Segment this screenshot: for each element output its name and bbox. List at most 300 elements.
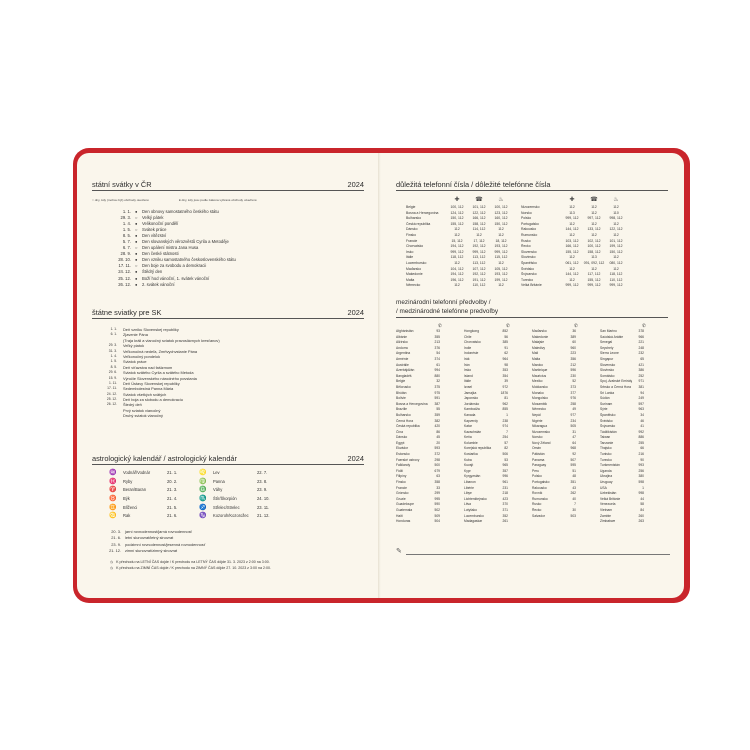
phone-number: 192, 112 [472,244,486,249]
country-name: Martinique [532,368,548,373]
country-name: Monako [532,390,544,395]
dial-code: 351 [570,480,576,485]
dial-code: 218 [502,491,508,496]
zodiac-date: 20. 2. [167,478,178,484]
country-name: Bhútán [396,390,407,395]
phone-number: 110, 112 [472,283,486,288]
holiday-name: Zjavenie Pána [123,332,148,338]
phone-number: 101, 112 [472,205,486,209]
cz-holiday-row [104,238,236,244]
country-name: Andorra [396,345,408,350]
dial-code: 507 [570,457,576,462]
holiday-marker: ● [135,232,138,238]
dial-code: 254 [502,435,508,440]
phone-number: 133, 112 [587,227,601,232]
country-name: Surinam [600,401,613,406]
dial-code: 500 [434,463,440,468]
holiday-date: 1. 4. [110,353,117,358]
holiday-date: 29. 6. [108,370,117,375]
dial-code: 1 [506,412,508,417]
phone-number: 115, 112 [494,255,508,260]
phone-number: 999, 112 [565,283,579,288]
zodiac-sign-icon: ♍ [199,478,207,485]
dial-code: 389 [570,334,576,339]
dial-code: 595 [570,463,576,468]
country-name: Uzbekistán [600,491,617,496]
dial-code: 43 [572,485,576,490]
zodiac-date: 21. 5. [167,504,178,510]
dial-code: 33 [436,485,440,490]
country-name: Slovensko [600,362,616,367]
dial-code: 852 [502,329,508,333]
cz-holidays-title: státní svátky v ČR [92,180,152,189]
dial-code: 32 [436,379,440,384]
dial-code: 505 [570,424,576,429]
dial-code: 679 [434,468,440,473]
country-name: Indie [464,345,472,350]
country-name: Nový Zéland [532,440,551,445]
clock-icon: ◷ [110,560,114,564]
holiday-name: Sviatok práce [123,359,147,365]
country-name: Grónsko [396,491,409,496]
zodiac-name: Váhy [213,487,223,493]
zodiac-date: 21. 1. [167,470,178,475]
country-name: Kapverdy [464,418,478,423]
dial-code: 886 [638,435,644,440]
phone-number: 112 [613,266,619,271]
cz-holidays-header [92,180,364,191]
country-name: Vietnam [600,508,613,512]
phone-number: 999, 112 [565,216,579,221]
right-page [381,153,684,598]
phone-number: 999, 112 [587,283,601,288]
dial-code: 36 [572,329,576,333]
holiday-name: Deň Ústavy Slovenskej republiky [123,380,180,386]
holiday-date: 26. 12. [118,281,131,287]
country-name: Brazílie [396,407,407,412]
dial-code: 44 [640,496,644,501]
country-name: Nikaragua [532,424,548,429]
zodiac-name: Býk [123,496,130,502]
dial-code: 213 [434,340,440,345]
country-name: Izrael [464,384,473,389]
country-name: Madagaskar [464,519,483,524]
left-page [77,153,380,598]
zodiac-sign-icon: ♎ [199,487,207,494]
dial-code: 82 [504,446,508,451]
country-name: Česká republika [406,221,431,226]
holiday-name: Sviatok svätého Cyrila a svätého Metoda [123,370,194,376]
country-name: Haiti [396,513,403,518]
holiday-name: Velikonoční pondělí [142,220,179,226]
country-name: Jamajka [464,390,477,395]
holiday-name: 2. svátek vánoční [142,281,175,287]
country-name: Spoj. Arabské Emiráty [600,379,632,384]
zodiac-date: 22. 7. [257,470,268,475]
dial-code: 354 [502,373,508,378]
season-name: zimní slunovrat/zimný slnovrat [125,547,178,553]
country-name: Filipíny [396,474,407,479]
zodiac-name: Kozoroh/Kozorožec [213,513,249,519]
prefix-column [532,323,600,525]
zodiac-name: Blíženci [123,504,138,510]
zodiac-sign-icon: ♐ [199,504,207,511]
dial-code: 420 [434,424,440,429]
phone-number: 122, 112 [472,210,486,215]
phone-number: 194, 112 [450,272,464,277]
season-name: jarní rovnodennost/jarná rovnodennosť [125,529,192,534]
phone-header [396,180,668,191]
phone-table [406,196,627,289]
country-name: Libérie [464,485,474,490]
phone-number: 113 [569,210,575,215]
dial-code: 1 [642,485,644,490]
zodiac-name: Štír/Škorpión [213,496,237,502]
country-name: Mosambik [532,401,548,406]
zodiac-date: 23. 9. [257,487,268,493]
country-name: Řecko [532,508,542,512]
country-name: Saúdská Arábie [600,334,624,339]
dial-code: 90 [640,457,644,462]
holiday-marker: ● [135,281,138,287]
zodiac-name: Rak [123,513,131,519]
dial-code: 46 [640,418,644,423]
country-name: Bulharsko [406,216,422,221]
phone-number: 112 [498,260,504,265]
phone-number: 104, 112 [450,266,464,271]
zodiac-date: 23. 8. [257,478,268,484]
zodiac-date: 21. 12. [257,513,270,519]
country-name: Portugalsko [521,221,539,226]
holiday-date: 24. 12. [118,269,131,275]
country-name: Švýcarsko [600,424,616,429]
phone-number: 999, 112 [609,283,623,288]
country-name: Francie [396,485,407,490]
country-name: Libanon [464,480,476,485]
holiday-name: Výročie Slovenského národného povstania [123,375,197,381]
country-name: Ukrajina [600,474,613,479]
phone-number: 112 [613,255,619,260]
zodiac-date: 21. 3. [167,487,178,493]
sk-holidays-header [92,308,364,319]
country-name: Tádžikistán [600,429,617,434]
cz-holiday-list [104,208,236,287]
phone-number: 150, 112 [450,216,464,221]
phone-number: 100, 112 [450,205,464,209]
phone-number: 158, 112 [587,249,601,254]
country-name: Súdán [600,396,610,401]
dial-code: 60 [572,340,576,345]
dial-code: 992 [638,429,644,434]
country-name: Kanada [464,412,476,417]
country-name: Lucembursko [406,260,427,265]
country-name: Írán [464,362,470,367]
dial-code: 45 [436,435,440,440]
spacer [521,196,561,205]
dial-code: 380 [638,474,644,479]
holiday-date: 17. 11. [107,386,117,391]
dial-code: 382 [434,418,440,423]
phone-number: 155, 112 [565,249,579,254]
dial-code: 234 [570,418,576,423]
country-name: Švédsko [600,418,613,423]
phone-row [406,283,627,289]
holiday-date: 1. 5. [110,359,117,364]
phone-number: 112 [613,232,619,237]
country-name: Chorvatsko [464,340,481,345]
holiday-date: 1. 1. [110,327,117,331]
zodiac-sign-icon: ♊ [109,504,117,511]
country-name: Zambie [600,513,611,518]
zodiac-name: Vodnář/Vodnár [123,470,151,475]
dial-code: 387 [434,401,440,406]
holiday-marker: ○ [135,263,138,269]
dial-code: 504 [434,519,440,524]
holiday-marker: ● [135,251,138,257]
holiday-name: Den vzniku samostatného československého státu [142,257,236,263]
country-name: Turkmenistán [600,463,620,468]
country-name: Maledivy [532,345,546,350]
dial-code: 974 [502,424,508,429]
zodiac-name: Střelec/Strelec [213,504,240,510]
holiday-name: Deň vzniku Slovenskej republiky [123,327,179,332]
dial-code: 41 [640,424,644,429]
dial-code: 372 [434,452,440,457]
dial-code: 386 [638,368,644,373]
dial-code: 84 [640,508,644,512]
dial-code: 255 [638,440,644,445]
phone-number: 112 [498,232,504,237]
country-name: Maroko [532,362,543,367]
country-name: Bosna a Hercegovina [406,210,439,215]
dial-code: 64 [572,440,576,445]
country-name: Španělsko [600,412,616,417]
dial-code: 423 [502,496,508,501]
phone-number: 118, 112 [609,272,623,277]
country-name: Norsko [521,210,532,215]
country-name: Itálie [464,379,471,384]
holiday-date: 25. 12. [106,397,117,402]
country-name: Rusko [532,502,542,507]
holiday-name: Sedembolestná Panna Mária [123,386,174,392]
dial-code: 56 [504,334,508,339]
prefix-header [396,298,498,316]
country-name: Srí Lanka [600,390,615,395]
country-name: Seychely [600,345,614,350]
holiday-date: 29. 3. [108,343,117,348]
phone-number: 160, 112 [494,216,508,221]
phone-number: 112 [569,221,575,226]
zodiac-sign-icon: ♓ [109,478,117,485]
phone-number: 107, 112 [472,266,486,271]
country-name: Rovník [532,491,543,496]
dial-code: 353 [502,368,508,373]
dial-code: 509 [434,513,440,518]
phone-icon: ✆ [438,323,442,328]
note-text: K přechodu na ZIMNÍ ČAS dojde / K prechodu na ZIMNÝ ČAS dôjde 27. 10. 2023 z 3:00 na 2:00. [116,566,271,571]
prefix-table [381,323,668,525]
holiday-date: 24. 12. [106,391,117,396]
phone-number: 110, 112 [609,277,623,282]
dial-code: 249 [638,396,644,401]
dial-code: 376 [434,345,440,350]
country-name: Tunisko [600,452,612,457]
holiday-marker: ● [135,269,138,275]
dial-code: 65 [640,356,644,361]
dial-code: 31 [572,429,576,434]
country-name: Česká republika [396,424,420,429]
dial-code: 7 [506,429,508,434]
dial-code: 248 [638,345,644,350]
country-name: Arménie [396,356,409,361]
dial-code: 375 [434,384,440,389]
dial-code: 54 [436,351,440,356]
phone-number: 112 [591,221,597,226]
country-name: Makedonie [532,334,549,339]
dial-code: 256 [638,468,644,473]
country-name: Turecko [600,457,612,462]
zodiac-sign-icon: ♈ [109,487,117,494]
dial-code: 964 [502,356,508,361]
dial-code: 880 [434,373,440,378]
holiday-name: Sviatok všetkých svätých [123,391,167,397]
fire-icon: ♨ [613,197,619,203]
spacer [406,196,446,205]
zodiac-date: 24. 10. [257,496,270,502]
holiday-name: Velký pátek [142,214,164,220]
phone-number: 155, 112 [587,277,601,282]
prefix-column [464,323,532,525]
zodiac-sign-icon: ♒ [109,470,117,476]
dial-code: 503 [570,513,576,518]
country-name: Belgie [396,379,406,384]
holiday-marker: ○ [135,226,138,232]
notes-line [406,554,670,555]
police-icon: ☎ [590,197,598,203]
dial-code: 590 [434,502,440,507]
dial-code: 61 [436,362,440,367]
year-label: 2024 [347,180,364,189]
season-list [107,529,205,554]
dial-code: 262 [570,491,576,496]
dial-code: 596 [570,368,576,373]
phone-number: 191, 112 [472,277,486,282]
country-name: Velká Británie [521,283,542,288]
astro-header [92,454,364,465]
dial-code: 1876 [500,390,508,395]
holiday-name: Den boje za svobodu a demokracii [142,263,207,269]
holiday-date: 8. 5. [122,232,131,238]
phone-number: 101, 112 [609,238,623,243]
phone-icon-row [406,196,627,205]
country-name: Norsko [532,435,543,440]
country-name: Ázerbájdžán [396,368,415,373]
season-date: 21. 6. [111,535,121,541]
phone-number: 122, 112 [609,227,623,232]
legend-closed: ● dny, kdy jsou podle zákona vybrané obchody uzavřené [178,198,257,202]
dial-code: 260 [638,513,644,518]
country-name: Dánsko [396,435,408,440]
country-name: Kambodža [464,407,480,412]
dial-code: 381 [638,384,644,389]
phone-number: 18, 112 [495,238,507,243]
holiday-date: 15. 9. [108,375,117,380]
dial-code: 591 [434,396,440,401]
country-name: Mexiko [532,379,543,384]
country-name: Rakousko [532,485,547,490]
holiday-name: Štědrý den [142,269,163,275]
phone-number: 150, 112 [494,221,508,226]
holiday-name: Veľkonočná nedeľa, Zmŕtvychvstanie Pána [123,348,198,354]
phone-number: 112 [569,255,575,260]
dial-code: 377 [570,390,576,395]
holiday-date: 8. 5. [110,364,117,369]
country-name: Španělsko [521,260,537,265]
dial-code: 993 [638,463,644,468]
country-name: Irák [464,356,470,361]
country-name: Dánsko [406,227,418,232]
dial-code: 7 [574,502,576,507]
phone-number: 166, 112 [472,216,486,221]
country-name: Nepál [532,412,541,417]
dial-code: 370 [502,502,508,507]
country-name: Bolívie [396,396,406,401]
holiday-name: Svátek práce [142,226,167,232]
season-date: 20. 3. [111,529,121,534]
country-name: Irsko [406,249,414,254]
country-name: Řecko [521,244,531,249]
country-name: Mauricius [532,373,547,378]
phone-number: 105, 112 [494,266,508,271]
sk-holiday-list [97,327,220,419]
phone-number: 112 [454,232,460,237]
dial-code: 597 [638,401,644,406]
zodiac-sign-icon: ♏ [199,496,207,503]
zodiac-name: Beran/Baran [123,487,146,493]
phone-number: 124, 112 [450,210,464,215]
country-name: Švýcarsko [521,272,537,277]
dial-code: 968 [570,446,576,451]
country-name: Fidži [396,468,403,473]
dial-code: 39 [504,379,508,384]
country-name: Lucembursko [464,513,484,518]
season-row [107,548,205,554]
zodiac-sign-icon: ♉ [109,496,117,503]
zodiac-date: 21. 4. [167,496,178,502]
phone-number: 998, 112 [609,216,623,221]
phone-number: 113, 112 [472,255,486,260]
country-name: Velká Británie [600,496,621,501]
country-name: Thajsko [600,446,612,451]
country-name: Rakousko [521,227,537,232]
prefix-row [396,519,464,525]
astro-title: astrologický kalendář / astrologický kalendár [92,454,238,463]
phone-number: 061, 112 [565,260,579,265]
phone-number: 199, 112 [609,244,623,249]
phone-number: 150, 112 [609,249,623,254]
sk-holidays-title: štátne sviatky pre SK [92,308,162,317]
country-name: Slovensko [521,249,537,254]
dial-code: 252 [638,373,644,378]
country-name: Malta [532,356,541,361]
phone-number: 17, 112 [473,238,485,243]
phone-number: 194, 112 [450,244,464,249]
dial-code: 34 [640,412,644,417]
phone-number: 100, 112 [587,244,601,249]
medical-cross-icon: ✚ [454,197,460,203]
phone-number: 117, 112 [587,272,601,277]
holiday-marker: ● [135,275,138,281]
